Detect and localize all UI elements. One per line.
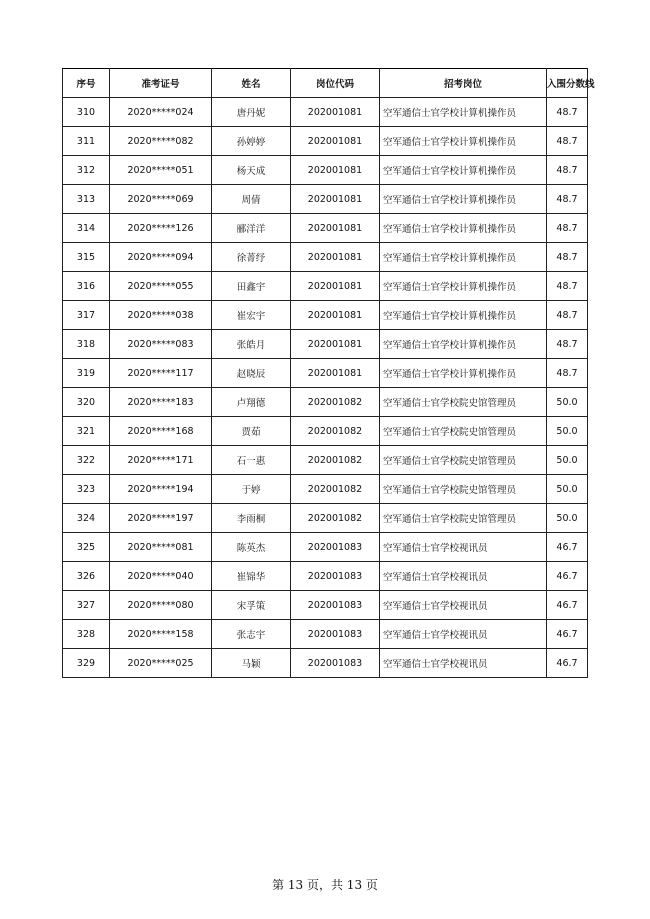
cell-post: 空军通信士官学校视讯员: [380, 591, 547, 620]
cell-name: 石一惠: [212, 446, 291, 475]
cell-ticket-number: 2020*****083: [110, 330, 212, 359]
cell-cutoff-score: 46.7: [547, 562, 588, 591]
cell-post: 空军通信士官学校计算机操作员: [380, 127, 547, 156]
cell-name: 张志宇: [212, 620, 291, 649]
cell-post: 空军通信士官学校计算机操作员: [380, 156, 547, 185]
cell-name: 宋孚策: [212, 591, 291, 620]
table-row: [63, 98, 588, 127]
table-header-row: [63, 69, 588, 98]
cell-post: 空军通信士官学校院史馆管理员: [380, 388, 547, 417]
cell-post-code: 202001082: [291, 504, 380, 533]
cell-post: 空军通信士官学校视讯员: [380, 533, 547, 562]
cell-seq: 323: [63, 475, 110, 504]
cell-cutoff-score: 48.7: [547, 127, 588, 156]
cell-cutoff-score: 48.7: [547, 98, 588, 127]
cell-seq: 325: [63, 533, 110, 562]
table-body: [63, 98, 588, 678]
cell-ticket-number: 2020*****183: [110, 388, 212, 417]
table-row: [63, 301, 588, 330]
cell-cutoff-score: 48.7: [547, 272, 588, 301]
cell-post-code: 202001081: [291, 156, 380, 185]
cell-ticket-number: 2020*****117: [110, 359, 212, 388]
cell-post: 空军通信士官学校计算机操作员: [380, 243, 547, 272]
header-seq: 序号: [63, 69, 110, 98]
cell-name: 唐丹妮: [212, 98, 291, 127]
table-row: [63, 591, 588, 620]
cell-seq: 315: [63, 243, 110, 272]
table-row: [63, 359, 588, 388]
cell-name: 卢翔德: [212, 388, 291, 417]
cell-name: 赵晓辰: [212, 359, 291, 388]
cell-ticket-number: 2020*****051: [110, 156, 212, 185]
cell-cutoff-score: 48.7: [547, 214, 588, 243]
cell-post-code: 202001083: [291, 620, 380, 649]
cell-ticket-number: 2020*****038: [110, 301, 212, 330]
cell-name: 张皓月: [212, 330, 291, 359]
cell-ticket-number: 2020*****094: [110, 243, 212, 272]
cell-post: 空军通信士官学校院史馆管理员: [380, 446, 547, 475]
cell-cutoff-score: 46.7: [547, 533, 588, 562]
cell-post-code: 202001083: [291, 649, 380, 678]
cell-ticket-number: 2020*****197: [110, 504, 212, 533]
cell-seq: 324: [63, 504, 110, 533]
cell-ticket-number: 2020*****158: [110, 620, 212, 649]
cell-seq: 314: [63, 214, 110, 243]
cell-seq: 328: [63, 620, 110, 649]
cell-post-code: 202001081: [291, 272, 380, 301]
cell-name: 周倩: [212, 185, 291, 214]
cell-post-code: 202001082: [291, 388, 380, 417]
table-row: [63, 446, 588, 475]
cell-post-code: 202001081: [291, 330, 380, 359]
header-post-code: 岗位代码: [291, 69, 380, 98]
cell-post: 空军通信士官学校计算机操作员: [380, 301, 547, 330]
cell-seq: 321: [63, 417, 110, 446]
cell-ticket-number: 2020*****024: [110, 98, 212, 127]
cell-post-code: 202001082: [291, 475, 380, 504]
cell-ticket-number: 2020*****040: [110, 562, 212, 591]
cell-ticket-number: 2020*****080: [110, 591, 212, 620]
cell-cutoff-score: 50.0: [547, 504, 588, 533]
cell-name: 杨天成: [212, 156, 291, 185]
cell-post-code: 202001081: [291, 127, 380, 156]
cell-name: 马颖: [212, 649, 291, 678]
cell-ticket-number: 2020*****194: [110, 475, 212, 504]
cell-post-code: 202001081: [291, 214, 380, 243]
table-row: [63, 330, 588, 359]
cell-seq: 326: [63, 562, 110, 591]
cell-post-code: 202001083: [291, 591, 380, 620]
cell-ticket-number: 2020*****168: [110, 417, 212, 446]
cell-post: 空军通信士官学校计算机操作员: [380, 272, 547, 301]
cell-seq: 327: [63, 591, 110, 620]
cell-ticket-number: 2020*****171: [110, 446, 212, 475]
cell-ticket-number: 2020*****082: [110, 127, 212, 156]
cell-cutoff-score: 48.7: [547, 301, 588, 330]
table-row: [63, 562, 588, 591]
cell-cutoff-score: 46.7: [547, 620, 588, 649]
cell-seq: 320: [63, 388, 110, 417]
cell-seq: 310: [63, 98, 110, 127]
cell-name: 徐菁纾: [212, 243, 291, 272]
cell-post: 空军通信士官学校院史馆管理员: [380, 475, 547, 504]
cell-cutoff-score: 50.0: [547, 417, 588, 446]
table-row: [63, 533, 588, 562]
cell-post: 空军通信士官学校视讯员: [380, 649, 547, 678]
cell-post: 空军通信士官学校视讯员: [380, 562, 547, 591]
cell-cutoff-score: 48.7: [547, 185, 588, 214]
cell-seq: 319: [63, 359, 110, 388]
cell-ticket-number: 2020*****069: [110, 185, 212, 214]
cell-cutoff-score: 46.7: [547, 591, 588, 620]
cell-seq: 329: [63, 649, 110, 678]
cell-name: 田鑫宇: [212, 272, 291, 301]
cell-name: 崔锦华: [212, 562, 291, 591]
cell-post: 空军通信士官学校计算机操作员: [380, 185, 547, 214]
cell-seq: 318: [63, 330, 110, 359]
cell-cutoff-score: 48.7: [547, 243, 588, 272]
cell-post-code: 202001081: [291, 301, 380, 330]
cell-post-code: 202001081: [291, 243, 380, 272]
table-row: [63, 649, 588, 678]
cell-seq: 313: [63, 185, 110, 214]
cell-post-code: 202001082: [291, 417, 380, 446]
cell-seq: 316: [63, 272, 110, 301]
table-row: [63, 417, 588, 446]
cell-seq: 317: [63, 301, 110, 330]
table-row: [63, 127, 588, 156]
cell-name: 孙婷婷: [212, 127, 291, 156]
score-table: [62, 68, 595, 678]
cell-ticket-number: 2020*****081: [110, 533, 212, 562]
table-row: [63, 272, 588, 301]
cell-cutoff-score: 48.7: [547, 359, 588, 388]
cell-name: 崔宏宇: [212, 301, 291, 330]
table-row: [63, 214, 588, 243]
cell-post: 空军通信士官学校视讯员: [380, 620, 547, 649]
cell-ticket-number: 2020*****025: [110, 649, 212, 678]
cell-post-code: 202001081: [291, 185, 380, 214]
page-footer: 第 13 页，共 13 页: [272, 878, 378, 892]
cell-post: 空军通信士官学校计算机操作员: [380, 330, 547, 359]
table-row: [63, 504, 588, 533]
cell-post-code: 202001081: [291, 98, 380, 127]
cell-cutoff-score: 50.0: [547, 446, 588, 475]
cell-post-code: 202001081: [291, 359, 380, 388]
cell-post: 空军通信士官学校计算机操作员: [380, 214, 547, 243]
table-row: [63, 156, 588, 185]
table-row: [63, 185, 588, 214]
table-row: [63, 243, 588, 272]
cell-post: 空军通信士官学校计算机操作员: [380, 359, 547, 388]
header-cutoff-score: 入围分数线: [547, 69, 588, 98]
cell-name: 贾茹: [212, 417, 291, 446]
cell-seq: 311: [63, 127, 110, 156]
cell-post-code: 202001082: [291, 446, 380, 475]
header-post: 招考岗位: [380, 69, 547, 98]
cell-post: 空军通信士官学校院史馆管理员: [380, 504, 547, 533]
table-row: [63, 475, 588, 504]
cell-ticket-number: 2020*****126: [110, 214, 212, 243]
cell-name: 于婷: [212, 475, 291, 504]
cell-cutoff-score: 50.0: [547, 388, 588, 417]
cell-cutoff-score: 48.7: [547, 156, 588, 185]
cell-post: 空军通信士官学校计算机操作员: [380, 98, 547, 127]
cell-post: 空军通信士官学校院史馆管理员: [380, 417, 547, 446]
table-row: [63, 388, 588, 417]
header-name: 姓名: [212, 69, 291, 98]
cell-cutoff-score: 46.7: [547, 649, 588, 678]
header-ticket-number: 准考证号: [110, 69, 212, 98]
cell-cutoff-score: 48.7: [547, 330, 588, 359]
cell-ticket-number: 2020*****055: [110, 272, 212, 301]
cell-post-code: 202001083: [291, 562, 380, 591]
cell-name: 陈英杰: [212, 533, 291, 562]
cell-name: 郦洋洋: [212, 214, 291, 243]
table-row: [63, 620, 588, 649]
cell-cutoff-score: 50.0: [547, 475, 588, 504]
cell-post-code: 202001083: [291, 533, 380, 562]
cell-seq: 312: [63, 156, 110, 185]
cell-seq: 322: [63, 446, 110, 475]
cell-name: 李雨桐: [212, 504, 291, 533]
